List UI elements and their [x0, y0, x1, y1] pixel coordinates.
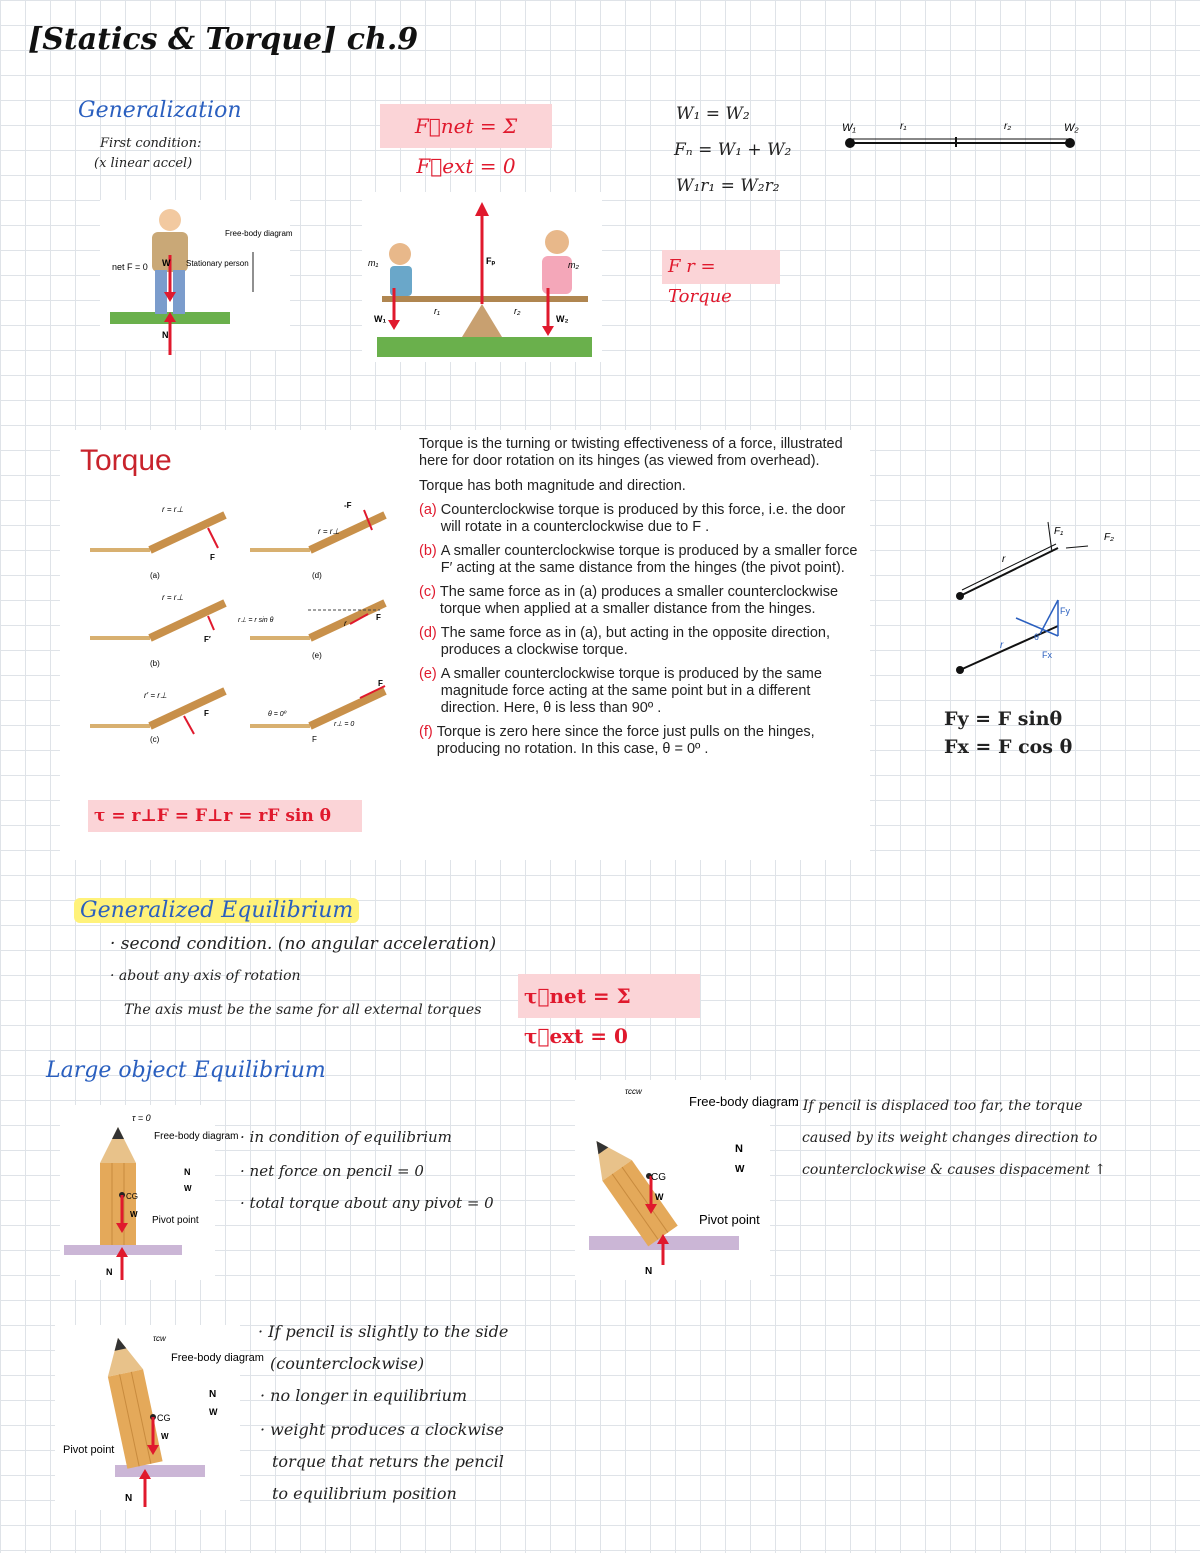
panel-b-label: (b) — [150, 659, 160, 668]
panel-d — [250, 501, 385, 580]
torque-magnitude: Torque has both magnitude and direction. — [419, 478, 686, 494]
panel-e-r: r — [344, 619, 347, 628]
item-letter: (d) — [419, 625, 437, 641]
pencil-2-tau: τccw — [625, 1087, 642, 1096]
person-figure-svg — [100, 200, 293, 350]
equilibrium-note-3: · total torque about any pivot = 0 — [240, 1194, 494, 1212]
panel-e-label: (e) — [312, 651, 322, 660]
beam-w1: W₁ — [842, 122, 856, 134]
equal-weights-note: W₁ = W₂ — [676, 104, 750, 124]
first-condition-text: First condition: — [100, 136, 202, 151]
fbd-label: Free-body diagram — [225, 229, 293, 238]
item-text: Counterclockwise torque is produced by this force, i.e. the door will rotate in a counterclockwise due to F . — [440, 502, 846, 535]
pencil-3-cg: CG — [157, 1413, 171, 1423]
torque-item-c — [419, 584, 859, 618]
torque-item-b — [419, 543, 859, 577]
item-text: The same force as in (a) produces a smaller counterclockwise torque when applied at a smaller distance from the hinges. — [439, 584, 839, 617]
w2-label: W₂ — [556, 314, 569, 324]
panel-a — [90, 505, 225, 580]
panel-e — [238, 603, 385, 660]
normal-force-note: Fₙ = W₁ + W₂ — [674, 140, 792, 160]
pencil-2-cg: CG — [651, 1172, 666, 1183]
sketch-fx: Fx — [1042, 650, 1052, 660]
item-letter: (f) — [419, 724, 433, 740]
item-letter: (b) — [419, 543, 437, 559]
ge-bullet-3: The axis must be the same for all external torques — [124, 1002, 482, 1018]
large-object-heading: Large object Equilibrium — [46, 1058, 326, 1083]
beam-r1: r₁ — [900, 121, 907, 132]
pencil-3-n: N — [125, 1493, 133, 1504]
pencil-1-fbd: Free-body diagram — [154, 1131, 239, 1142]
equilibrium-note-1: · in condition of equilibrium — [240, 1128, 452, 1146]
panel-a-label: (a) — [150, 571, 160, 580]
generalized-equilibrium-heading: Generalized Equilibrium — [74, 898, 359, 923]
beam-w2: W₂ — [1064, 122, 1079, 134]
pencil-1-fbd-n: N — [184, 1167, 191, 1177]
m2-label: m₂ — [568, 260, 579, 270]
item-text: Torque is zero here since the force just pulls on the hinges, producing no rotation. In this case, θ = 0º . — [436, 724, 815, 757]
bottom-note-2: (counterclockwise) — [270, 1354, 425, 1373]
pencil-1-fbd-w: W — [184, 1184, 192, 1193]
sketch-r1: r — [1002, 554, 1006, 565]
sketch-r2: r — [1000, 640, 1004, 651]
fp-label: Fₚ — [486, 256, 496, 266]
item-letter: (c) — [419, 584, 436, 600]
r1-label: r₁ — [434, 306, 440, 316]
net-torque-equation: τ⃗net = Σ τ⃗ext = 0 — [518, 974, 700, 1018]
seesaw-figure — [362, 192, 602, 362]
panel-a-f: F — [210, 553, 215, 562]
torque-description — [419, 436, 859, 758]
pencil-3-svg — [55, 1325, 264, 1510]
torque-item-e — [419, 666, 859, 717]
fx-formula: Fx = F cos θ — [944, 736, 1073, 758]
ge-bullet-2: · about any axis of rotation — [110, 968, 301, 984]
panel-b-f: F′ — [204, 635, 211, 644]
panel-c-label: (c) — [150, 735, 160, 744]
pencil-2-fbd-n: N — [735, 1143, 743, 1155]
right-note-1: · If pencil is displaced too far, the torque — [794, 1098, 1083, 1114]
n-label: N — [162, 330, 169, 340]
first-condition-note: (x linear accel) — [94, 156, 193, 171]
item-text: A smaller counterclockwise torque is produced by the same magnitude force acting at the same point but in a different direction. Here, θ is less than 90º . — [440, 666, 822, 716]
moments-note: W₁r₁ = W₂r₂ — [676, 176, 780, 196]
panel-f-f: F — [378, 679, 383, 688]
person-figure — [100, 200, 293, 350]
panel-e-f: F — [376, 613, 381, 622]
pencil-1-n: N — [106, 1267, 113, 1277]
pencil-3-fbd: Free-body diagram — [171, 1352, 264, 1364]
bottom-note-4: · weight produces a clockwise — [260, 1420, 504, 1439]
r2-label: r₂ — [514, 306, 521, 316]
pencil-3-fbd-w: W — [209, 1407, 218, 1417]
pencil-3-tau: τcw — [153, 1334, 166, 1343]
sketch-f2: F₂ — [1104, 532, 1114, 543]
pencil-figure-2 — [575, 1080, 799, 1280]
door-panels — [80, 500, 410, 760]
pencil-1-cg: CG — [126, 1192, 138, 1201]
force-sketch — [948, 518, 1148, 678]
panel-c-f: F — [204, 709, 209, 718]
pencil-2-svg — [575, 1080, 799, 1280]
generalization-heading: Generalization — [78, 98, 242, 123]
sketch-f1: F₁ — [1054, 526, 1064, 537]
bottom-note-1: · If pencil is slightly to the side — [258, 1322, 509, 1341]
pencil-1-tau: τ = 0 — [132, 1113, 151, 1123]
pencil-2-pivot: Pivot point — [699, 1212, 760, 1227]
bottom-note-6: to equilibrium position — [272, 1484, 457, 1503]
panel-e-rsin: r⊥ = r sin θ — [238, 617, 274, 624]
bottom-note-5: torque that returs the pencil — [272, 1452, 504, 1471]
torque-item-d — [419, 625, 859, 659]
item-letter: (a) — [419, 502, 437, 518]
panel-b-r: r = r⊥ — [162, 593, 184, 602]
w-label: W — [162, 258, 171, 268]
right-note-2: caused by its weight changes direction to — [802, 1130, 1098, 1146]
panel-f-r: r⊥ = 0 — [334, 721, 355, 728]
pencil-2-w: W — [655, 1192, 664, 1202]
sketch-fy: Fy — [1060, 606, 1070, 616]
pencil-1-pivot: Pivot point — [152, 1215, 199, 1226]
ge-bullet-1: · second condition. (no angular acceleration) — [110, 934, 497, 954]
torque-item-a — [419, 502, 859, 536]
pencil-3-pivot: Pivot point — [63, 1444, 115, 1456]
net-f-label: net F = 0 — [112, 262, 148, 272]
net-force-equation: F⃗net = Σ F⃗ext = 0 — [380, 104, 552, 148]
panel-d-f: -F — [344, 501, 352, 510]
torque-heading: Torque — [80, 444, 172, 477]
fy-formula: Fy = F sinθ — [944, 708, 1063, 730]
panel-f — [250, 679, 385, 744]
item-text: The same force as in (a), but acting in the opposite direction, produces a clockwise torque. — [440, 625, 831, 658]
beam-sketch — [838, 115, 1078, 155]
pencil-figure-3 — [55, 1325, 264, 1510]
panel-a-r: r = r⊥ — [162, 505, 184, 514]
seesaw-figure-svg — [362, 192, 602, 362]
pencil-figure-1 — [60, 1105, 239, 1280]
pencil-2-fbd: Free-body diagram — [689, 1094, 799, 1109]
item-letter: (e) — [419, 666, 437, 682]
right-note-3: counterclockwise & causes dispacement ↑ — [802, 1162, 1107, 1178]
m1-label: m₁ — [368, 258, 379, 268]
pencil-1-w: W — [130, 1210, 138, 1219]
pencil-1-svg — [60, 1105, 239, 1280]
w1-label: W₁ — [374, 314, 387, 324]
panel-f-label: F — [312, 735, 317, 744]
equilibrium-note-2: · net force on pencil = 0 — [240, 1162, 424, 1180]
panel-c-r: r′ = r⊥ — [144, 691, 167, 700]
panel-d-label: (d) — [312, 571, 322, 580]
panel-d-r: r = r⊥ — [318, 527, 340, 536]
stationary-label: Stationary person — [186, 259, 249, 268]
sketch-theta: θ — [1034, 632, 1040, 642]
pencil-2-n: N — [645, 1266, 653, 1277]
panel-c — [90, 691, 225, 744]
item-text: A smaller counterclockwise torque is produced by a smaller force F′ acting at the same distance from the hinges (the pivot point). — [440, 543, 858, 576]
pencil-3-fbd-n: N — [209, 1389, 217, 1400]
pencil-2-fbd-w: W — [735, 1164, 745, 1175]
bottom-note-3: · no longer in equilibrium — [260, 1386, 468, 1405]
fr-torque-note: F r = Torque — [662, 250, 780, 284]
torque-item-f — [419, 724, 859, 758]
pencil-3-w: W — [161, 1432, 169, 1441]
beam-r2: r₂ — [1004, 121, 1012, 132]
panel-f-theta: θ = 0º — [268, 711, 287, 718]
torque-intro: Torque is the turning or twisting effectiveness of a force, illustrated here for door rotation on its hinges (as viewed from overhead). — [419, 436, 843, 469]
page-title: [Statics & Torque] ch.9 — [28, 22, 419, 57]
torque-formula: τ = r⊥F = F⊥r = rF sin θ — [88, 800, 362, 832]
panel-b — [90, 593, 225, 668]
